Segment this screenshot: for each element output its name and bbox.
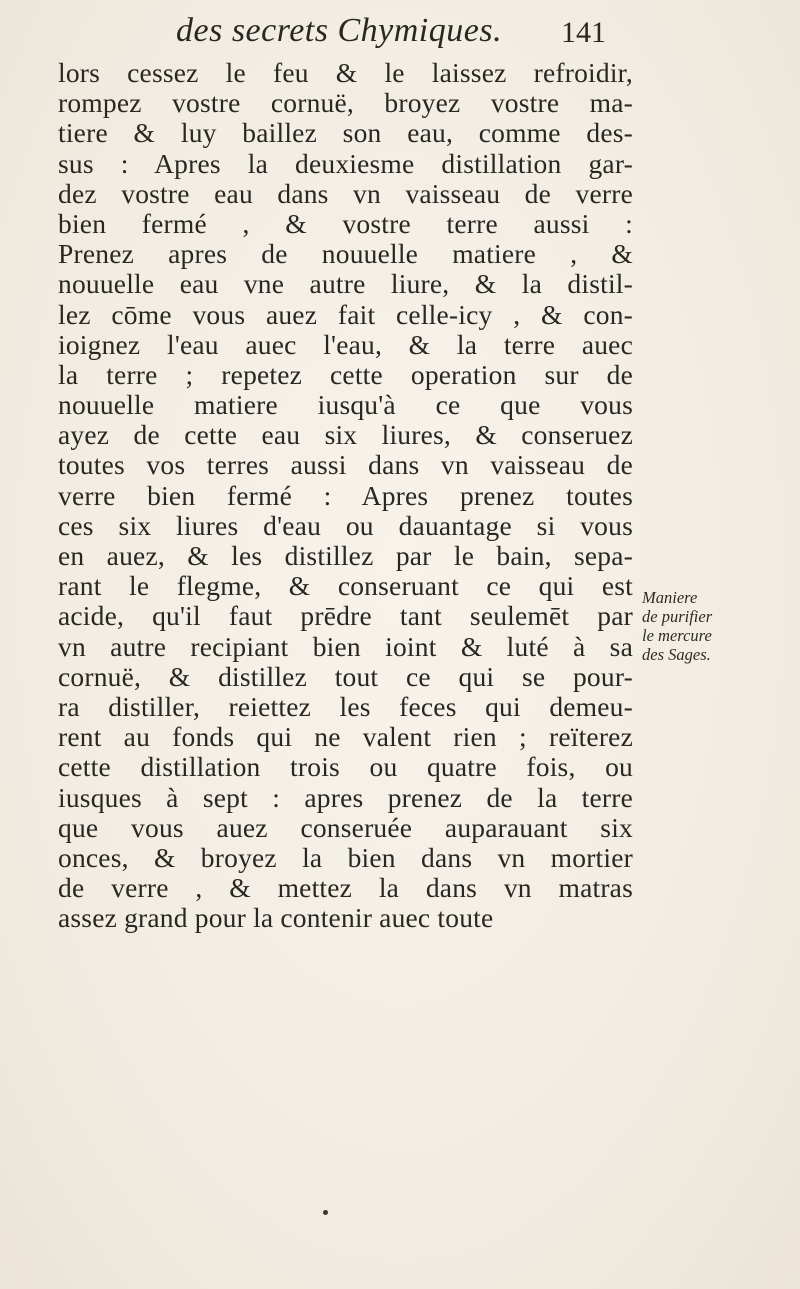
text-line: ra distiller, reiettez les feces qui demeu-: [58, 690, 633, 722]
marginal-note: [642, 588, 782, 664]
text-line: bien fermé , & vostre terre aussi :: [58, 207, 633, 239]
text-line: lez cōme vous auez fait celle-icy , & con-: [58, 298, 633, 330]
text-line: ces six liures d'eau ou dauantage si vous: [58, 509, 633, 541]
text-line: de verre , & mettez la dans vn matras: [58, 872, 633, 904]
text-line: lors cessez le feu & le laissez refroidir,: [58, 57, 633, 88]
text-line: cornuë, & distillez tout ce qui se pour-: [58, 660, 633, 692]
body-text: [58, 58, 633, 933]
running-title: des secrets Chymiques.: [176, 12, 503, 49]
text-line: que vous auez conseruée auparauant six: [58, 811, 633, 843]
text-line: rent au fonds qui ne valent rien ; reïterez: [58, 721, 633, 753]
text-line: Prenez apres de nouuelle matiere , &: [58, 238, 633, 270]
text-line: ayez de cette eau six liures, & conseruez: [58, 419, 633, 451]
text-line: la terre ; repetez cette operation sur de: [58, 358, 633, 390]
text-line: vn autre recipiant bien ioint & luté à sa: [58, 630, 633, 662]
text-line: dez vostre eau dans vn vaisseau de verre: [58, 177, 633, 209]
text-line: ioignez l'eau auec l'eau, & la terre auec: [58, 328, 633, 360]
text-line: sus : Apres la deuxiesme distillation gar-: [58, 147, 633, 179]
marginal-note-line: le mercure: [642, 626, 712, 645]
text-line: rompez vostre cornuë, broyez vostre ma-: [58, 87, 633, 119]
text-line: assez grand pour la contenir auec toute: [58, 902, 494, 934]
text-line: toutes vos terres aussi dans vn vaisseau de: [58, 449, 633, 481]
text-line: onces, & broyez la bien dans vn mortier: [58, 841, 633, 873]
text-line: iusques à sept : apres prenez de la terre: [58, 781, 633, 813]
text-line: tiere & luy baillez son eau, comme des-: [58, 117, 633, 149]
text-line: cette distillation trois ou quatre fois, ou: [58, 751, 633, 783]
text-line: nouuelle matiere iusqu'à ce que vous: [58, 389, 633, 421]
text-line: acide, qu'il faut prēdre tant seulemēt par: [58, 600, 633, 632]
text-line: verre bien fermé : Apres prenez toutes: [58, 479, 633, 511]
marginal-note-line: des Sages.: [642, 645, 711, 664]
page-number: 141: [561, 16, 606, 49]
text-line: en auez, & les distillez par le bain, sepa-: [58, 540, 633, 571]
text-line: rant le flegme, & conseruant ce qui est: [58, 570, 633, 602]
page-header: [176, 12, 636, 56]
marginal-note-line: de purifier: [642, 607, 713, 626]
ink-speck: [323, 1210, 328, 1215]
marginal-note-line: Maniere: [642, 588, 698, 607]
text-line: nouuelle eau vne autre liure, & la distil-: [58, 268, 633, 300]
